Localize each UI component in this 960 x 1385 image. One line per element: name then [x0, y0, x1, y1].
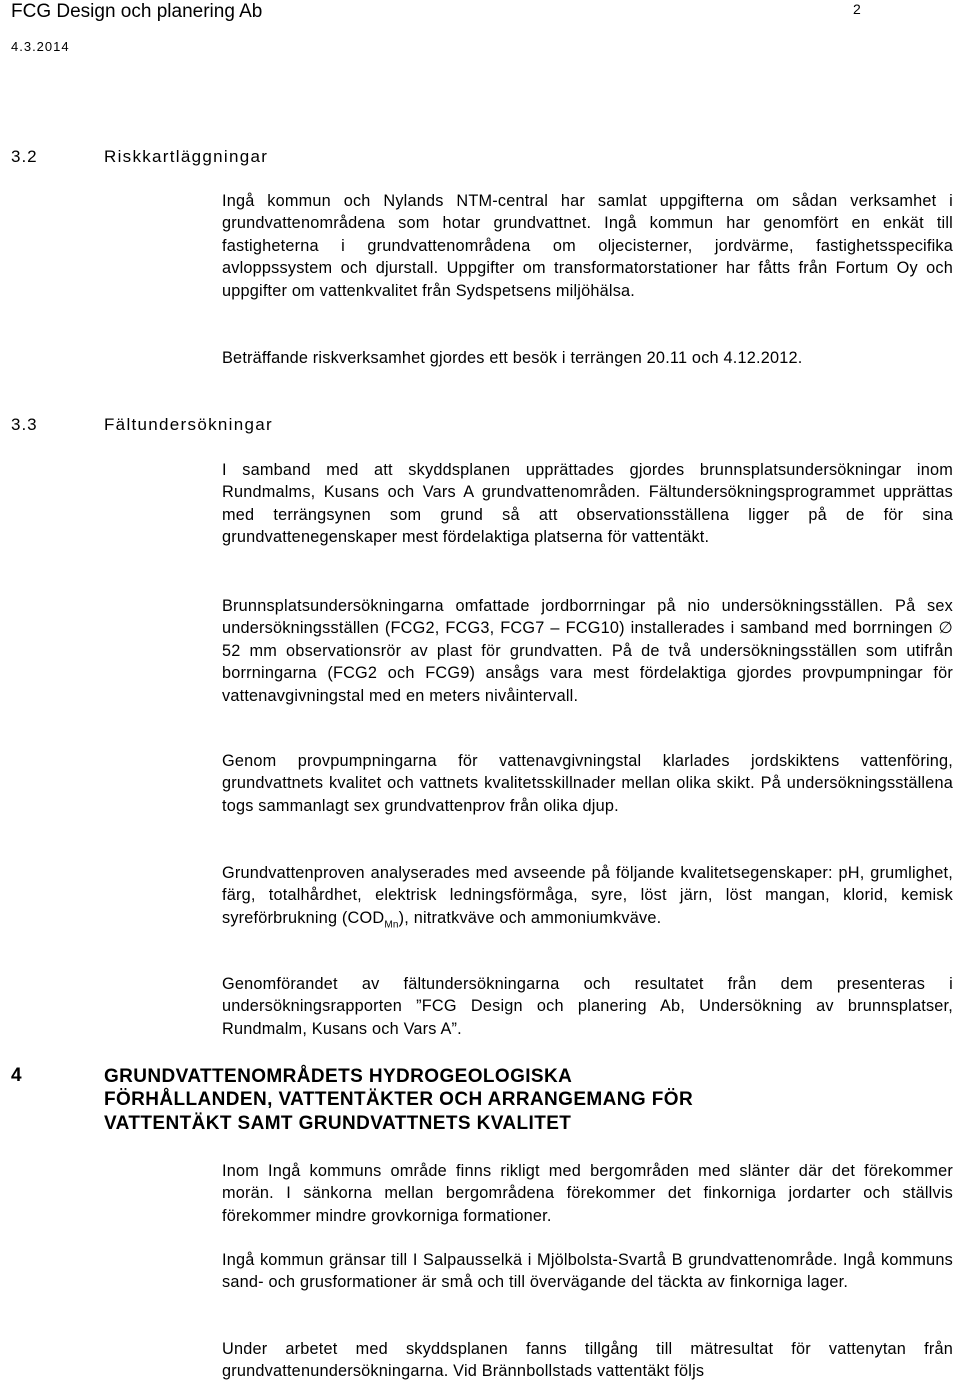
paragraph-report: Genomförandet av fältundersökningarna och resultatet från dem presenteras i undersökningsrapporten ”FCG Design och planering Ab, Undersökning av brunnsplatser, Rundmalm, Kusans och Vars A”. [222, 975, 953, 1038]
analyses-text-tail: ), nitratkväve och ammoniumkväve. [398, 908, 662, 927]
section-4-title-line: FÖRHÅLLANDEN, VATTENTÄKTER OCH ARRANGEMANG FÖR [104, 1089, 694, 1111]
page-number: 2 [853, 1, 861, 17]
paragraph-salpausselka: Ingå kommun gränsar till I Salpausselkä i Mjölbolsta-Svartå B grundvattenområde. Ingå kommuns sand- och grusformationer är små och till övervägande del täckta av finkorniga lager. [222, 1251, 953, 1292]
section-4-title [104, 1065, 824, 1135]
section-4-title-line: GRUNDVATTENOMRÅDETS HYDROGEOLOGISKA [104, 1066, 573, 1087]
section-3-3-title: Fältundersökningar [104, 415, 273, 434]
paragraph-geology: Inom Ingå kommuns område finns rikligt med bergområden med slänter där det förekommer morän. I sänkorna mellan bergområdena förekommer det finkorniga jordarter och ställvis förekommer mindre grovkorniga formationer. [222, 1162, 953, 1225]
paragraph-test-pumping: Genom provpumpningarna för vattenavgivningstal klarlades jordskiktens vattenföring, grundvattnets kvalitet och vattnets kvalitetsskillnader mellan olika skikt. På undersökningsställena togs sammanlagt sex grundvattenprov från olika djup. [222, 752, 953, 815]
paragraph-risk-survey: Ingå kommun och Nylands NTM-central har samlat uppgifterna om sådan verksamhet i grundvattenområdena som hotar grundvattnet. Ingå kommun har genomfört en enkät till fastigheterna i grundvattenområdena om oljecisterner, jordvärme, fastighetsspecifika avloppssystem och djurstall. Uppgifter om transformatorstationer har fåtts från Fortum Oy och uppgifter om vattenkvalitet från Sydspetsens miljöhälsa. [222, 192, 953, 300]
section-4-title-line: VATTENTÄKT SAMT GRUNDVATTNETS KVALITET [104, 1112, 572, 1134]
section-3-2-number: 3.2 [11, 147, 38, 166]
analyses-text: Grundvattenproven analyserades med avseende på följande kvalitetsegenskaper: pH, grumlighet, färg, totalhårdhet, elektrisk ledningsförmåga, syre, löst järn, löst mangan, klorid, kemisk syreförbrukning (COD [222, 864, 953, 927]
paragraph-analyses [222, 862, 953, 936]
paragraph-site-visit: Beträffande riskverksamhet gjordes ett besök i terrängen 20.11 och 4.12.2012. [222, 349, 803, 367]
section-3-3-number: 3.3 [11, 415, 38, 434]
analyses-subscript: Mn [384, 919, 399, 931]
paragraph-well-investigations: I samband med att skyddsplanen upprättades gjordes brunnsplatsundersökningar inom Rundmalms, Kusans och Vars A grundvattenområden. Fältundersökningsprogrammet upprättas med terrängsynen som grund så att observationsställena ligger på de för sina grundvattenegenskaper mest fördelaktiga platserna för vattentäkt. [222, 461, 953, 547]
paragraph-drillings: Brunnsplatsundersökningarna omfattade jordborrningar på nio undersökningsställen. På sex undersökningsställen (FCG2, FCG3, FCG7 – FCG10) installerades i samband med borrningen ∅ 52 mm observationsrör av plast för grundvatten. På de två undersökningsställen som utifrån borrningarna (FCG2 och FCG9) ansågs vara mest fördelaktiga gjordes provpumpningar för vattenavgivningstal med en meters nivåintervall. [222, 597, 953, 705]
paragraph-measurements: Under arbetet med skyddsplanen fanns tillgång till mätresultat för vattenytan från grundvattenundersökningarna. Vid Brännbollstads vattentäkt följs [222, 1340, 953, 1381]
section-4-number: 4 [11, 1065, 22, 1086]
header-date: 4.3.2014 [11, 39, 70, 54]
header-company: FCG Design och planering Ab [11, 1, 263, 22]
section-3-2-title: Riskkartläggningar [104, 147, 269, 166]
